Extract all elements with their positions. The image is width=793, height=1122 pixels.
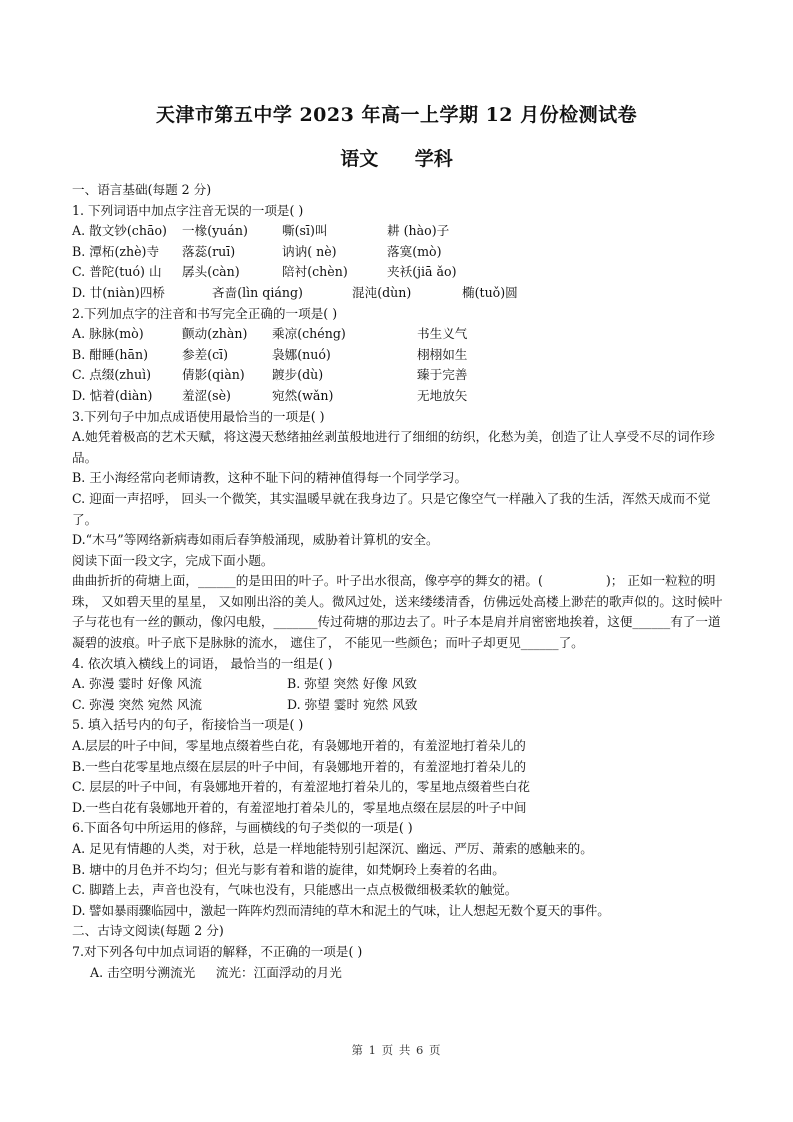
page-title: 天津市第五中学 2023 年高一上学期 12 月份检测试卷 [155, 104, 638, 126]
question-6-option-d: D. 譬如暴雨骤临园中，激起一阵阵灼烈而清纯的草木和泥土的气味，让人想起无数个夏天的事件。 [72, 902, 610, 918]
page-footer: 第 1 页 共 6 页 [351, 1043, 442, 1057]
option-cell: 倩影(qiàn) [182, 367, 245, 383]
question-7-stem: 7.对下列各句中加点词语的解释，不正确的一项是( ) [72, 943, 363, 959]
question-2-option-a [72, 324, 732, 345]
option-cell: 耕 (hào)子 [387, 223, 450, 239]
option-cell: C. 点缀(zhuì) [72, 367, 152, 383]
question-6-option-a: A. 足见有情趣的人类，对于秋，总是一样地能特别引起深沉、幽远、严厉、萧索的感触来的。 [72, 841, 593, 856]
option-cell: 袅娜(nuó) [272, 346, 331, 362]
option-cell: C. 普陀(tuó) 山 [72, 264, 162, 280]
option-cell: C. 弥漫 突然 宛然 风流 [72, 696, 202, 712]
question-1-stem: 1. 下列词语中加点字注音无误的一项是( ) [72, 202, 304, 218]
section-heading: 二、古诗文阅读(每题 2 分) [72, 923, 224, 939]
option-cell: 宛然(wǎn) [272, 387, 334, 403]
option-cell: A. 脉脉(mò) [72, 326, 144, 342]
question-5-option-b: B.一些白花零星地点缀在层层的叶子中间，有袅娜地开着的，有羞涩地打着朵儿的 [72, 758, 527, 774]
question-6-option-b: B. 塘中的月色并不均匀；但光与影有着和谐的旋律，如梵婀玲上奏着的名曲。 [72, 861, 505, 877]
question-5-stem: 5. 填入括号内的句子，衔接恰当一项是( ) [72, 717, 304, 733]
option-cell: D. 弥望 霎时 宛然 风致 [287, 696, 418, 712]
question-4-options-cd [72, 695, 732, 716]
option-cell: 书生义气 [417, 326, 468, 342]
question-1-option-b [72, 242, 732, 263]
option-cell: A. 弥漫 霎时 好像 风流 [72, 676, 202, 692]
question-1-option-d [72, 283, 732, 304]
option-cell: D. 惦着(diàn) [72, 387, 153, 403]
option-cell: 臻于完善 [417, 367, 468, 383]
option-cell: 无地放矢 [417, 387, 468, 403]
option-cell: 一椽(yuán) [182, 223, 248, 239]
reading-passage: 曲曲折折的荷塘上面，______的是田田的叶子。叶子出水很高，像亭亭的舞女的裙。( )； 正如一粒粒的明珠， 又如碧天里的星星， 又如刚出浴的美人。微风过处，送来缕缕清香，仿佛远处高楼上渺茫的歌声似的。这时候叶子与花也有一丝的颤动，像闪电般，_______传过荷塘的那边去了。叶子本是肩并肩密密地挨着，这便______有了一道凝碧的波痕。叶子底下是脉脉的流水， 遮住了， 不能见一些颜色；而叶子却更见______了。 [72, 573, 723, 651]
question-2-option-b [72, 345, 732, 366]
option-cell: 夹袄(jiā ǎo) [387, 264, 457, 280]
question-4-options-ab [72, 674, 732, 695]
question-6-option-c: C. 脚踏上去，声音也没有，气味也没有，只能感出一点点极微细极柔软的触觉。 [72, 882, 518, 898]
question-3-stem: 3.下列句子中加点成语使用最恰当的一项是( ) [72, 408, 325, 424]
option-cell: 混沌(dùn) [352, 284, 412, 300]
option-cell: 孱头(càn) [182, 264, 240, 280]
question-3-option-a: A.她凭着极高的艺术天赋，将这漫天愁绪抽丝剥茧般地进行了细细的纺织，化愁为美，创造了让人享受不尽的词作珍品。 [72, 429, 715, 465]
question-2-option-d [72, 386, 732, 407]
option-cell: 栩栩如生 [417, 346, 468, 362]
option-cell: 落蕊(ruī) [182, 243, 236, 259]
question-3-option-d: D.“木马”等网络新病毒如雨后春笋般涌现，威胁着计算机的安全。 [72, 532, 439, 548]
question-2-stem: 2.下列加点字的注音和书写完全正确的一项是( ) [72, 305, 338, 321]
option-cell: 嘶(sī)叫 [282, 223, 328, 239]
question-5-option-d: D.一些白花有袅娜地开着的，有羞涩地打着朵儿的，零星地点缀在层层的叶子中间 [72, 799, 527, 815]
option-cell: B. 潭柘(zhè)寺 [72, 243, 160, 259]
option-cell: 颤动(zhàn) [182, 326, 248, 342]
question-1-option-c [72, 262, 732, 283]
option-cell: B. 弥望 突然 好像 风致 [287, 676, 418, 692]
question-1-option-a [72, 221, 732, 242]
option-cell: A. 散文钞(chāo) [72, 223, 167, 239]
question-4-stem: 4. 依次填入横线上的词语， 最恰当的一组是( ) [72, 655, 333, 671]
option-cell: 椭(tuǒ)圆 [462, 284, 518, 300]
question-2-option-c [72, 365, 732, 386]
option-cell: 讷讷( nè) [282, 243, 337, 259]
option-cell: 陪衬(chèn) [282, 264, 348, 280]
question-7-option-a: A. 击空明兮溯流光 流光：江面浮动的月光 [90, 964, 342, 980]
exam-body [72, 180, 732, 983]
subject-title: 语文 学科 [340, 148, 453, 170]
section-heading: 一、语言基础(每题 2 分) [72, 182, 212, 197]
reading-intro: 阅读下面一段文字，完成下面小题。 [72, 552, 274, 568]
option-cell: B. 酣睡(hān) [72, 346, 149, 362]
question-6-stem: 6.下面各句中所运用的修辞，与画横线的句子类似的一项是( ) [72, 820, 413, 836]
question-3-option-b: B. 王小海经常向老师请教，这种不耻下问的精神值得每一个同学学习。 [72, 470, 468, 486]
option-cell: D. 廿(niàn)四桥 [72, 284, 166, 300]
question-3-option-c: C. 迎面一声招呼， 回头一个微笑，其实温暖早就在我身边了。只是它像空气一样融入了我的生活，浑然天成而不觉了。 [72, 490, 711, 527]
option-cell: 乘凉(chéng) [272, 326, 346, 342]
option-cell: 踱步(dù) [272, 367, 324, 383]
option-cell: 参差(cī) [182, 346, 229, 362]
question-5-option-c: C. 层层的叶子中间，有袅娜地开着的，有羞涩地打着朵儿的，零星地点缀着些白花 [72, 779, 530, 795]
option-cell: 羞涩(sè) [182, 387, 231, 403]
question-5-option-a: A.层层的叶子中间，零星地点缀着些白花，有袅娜地开着的，有羞涩地打着朵儿的 [72, 738, 526, 754]
option-cell: 吝啬(lìn qiáng) [212, 284, 303, 300]
option-cell: 落寞(mò) [387, 243, 442, 259]
